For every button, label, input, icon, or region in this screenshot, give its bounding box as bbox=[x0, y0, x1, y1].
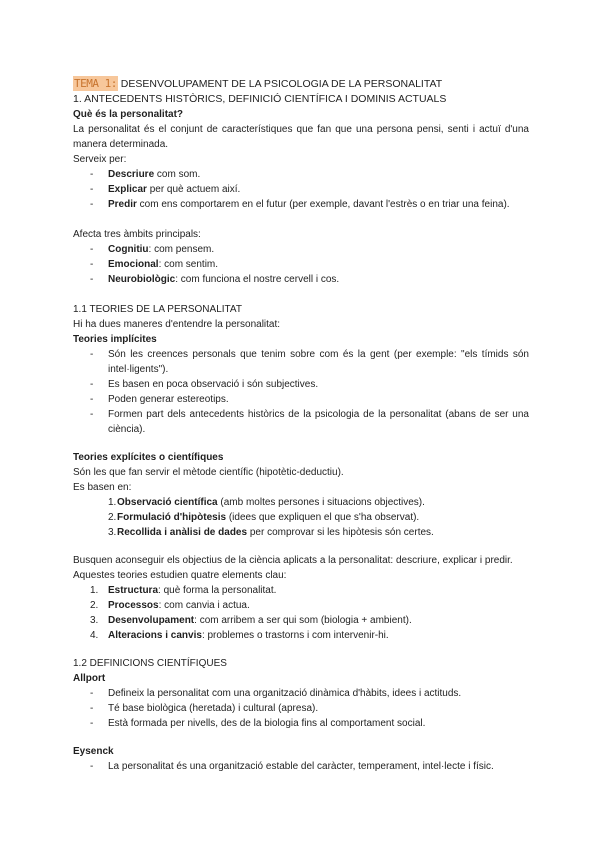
serveix-label: Serveix per: bbox=[73, 154, 127, 165]
section-1-2-heading: 1.2 DEFINICIONS CIENTÍFIQUES bbox=[73, 658, 227, 669]
eysenck-list bbox=[73, 759, 529, 774]
elements-label: Aquestes teories estudien quatre elements clau: bbox=[73, 570, 287, 581]
list-item: 4. Alteracions i canvis: problemes o trastorns i com intervenir-hi. bbox=[90, 630, 389, 641]
list-item: - Cognitiu: com pensem. bbox=[73, 242, 529, 257]
section-1-heading: 1. ANTECEDENTS HISTÒRICS, DEFINICIÓ CIENTÍFICA I DOMINIS ACTUALS bbox=[73, 93, 447, 105]
objectius-text: Busquen aconseguir els objectius de la ciència aplicats a la personalitat: descriure, explicar i predir. bbox=[73, 555, 513, 566]
allport-title: Allport bbox=[73, 673, 106, 684]
serveix-list bbox=[73, 167, 529, 212]
basen-list bbox=[73, 495, 529, 540]
list-item: 3. Recollida i anàlisi de dades per comprovar si les hipòtesis són certes. bbox=[108, 527, 434, 538]
list-item: 2. Formulació d'hipòtesis (idees que expliquen el que s'ha observat). bbox=[108, 512, 420, 523]
list-item: - Descriure com som. bbox=[73, 167, 529, 182]
list-item: 1. Observació científica (amb moltes persones i situacions objectives). bbox=[108, 497, 425, 508]
definition-paragraph: La personalitat és el conjunt de característiques que fan que una persona pensi, senti i actuï d'una manera determinada. bbox=[73, 124, 529, 150]
allport-list bbox=[73, 686, 529, 731]
list-item: 1. Estructura: què forma la personalitat. bbox=[90, 585, 277, 596]
list-item: - Neurobiològic: com funciona el nostre cervell i cos. bbox=[73, 272, 529, 287]
list-item: - Està formada per nivells, des de la biologia fins al comportament social. bbox=[73, 716, 529, 731]
section-1-1-heading: 1.1 TEORIES DE LA PERSONALITAT bbox=[73, 304, 242, 315]
afecta-list bbox=[73, 242, 529, 287]
list-item: - La personalitat és una organització estable del caràcter, temperament, intel·lecte i físic. bbox=[73, 759, 529, 774]
list-item: - Predir com ens comportarem en el futur (per exemple, davant l'estrès o en triar una feina). bbox=[73, 197, 529, 212]
list-item: - Es basen en poca observació i són subjectives. bbox=[73, 377, 529, 392]
elements-list bbox=[73, 583, 529, 643]
list-item: - Explicar per què actuem així. bbox=[73, 182, 529, 197]
title-text: DESENVOLUPAMENT DE LA PSICOLOGIA DE LA PERSONALITAT bbox=[120, 78, 443, 90]
document-page bbox=[73, 76, 529, 774]
list-item: - Són les creences personals que tenim sobre com és la gent (per exemple: "els tímids són intel·ligents"). bbox=[73, 347, 529, 377]
list-item: - Té base biològica (heretada) i cultural (apresa). bbox=[73, 701, 529, 716]
list-item: 3. Desenvolupament: com arribem a ser qui som (biologia + ambient). bbox=[90, 615, 412, 626]
list-item: - Poden generar estereotips. bbox=[73, 392, 529, 407]
basen-label: Es basen en: bbox=[73, 482, 132, 493]
implicit-list bbox=[73, 347, 529, 437]
list-item: 2. Processos: com canvia i actua. bbox=[90, 600, 250, 611]
document-title bbox=[73, 76, 529, 92]
list-item: - Formen part dels antecedents històrics de la psicologia de la personalitat (abans de ser una ciència). bbox=[73, 407, 529, 437]
intro-text: Hi ha dues maneres d'entendre la personalitat: bbox=[73, 319, 281, 330]
eysenck-title: Eysenck bbox=[73, 746, 114, 757]
tema-label: TEMA 1: bbox=[74, 77, 117, 90]
explicit-description: Són les que fan servir el mètode científic (hipotètic-deductiu). bbox=[73, 467, 344, 478]
implicit-title: Teories implícites bbox=[73, 334, 157, 345]
subheading-que-es: Què és la personalitat? bbox=[73, 109, 184, 120]
list-item: - Defineix la personalitat com una organització dinàmica d'hàbits, idees i actituds. bbox=[73, 686, 529, 701]
list-item: - Emocional: com sentim. bbox=[73, 257, 529, 272]
afecta-label: Afecta tres àmbits principals: bbox=[73, 229, 201, 240]
explicit-title: Teories explícites o científiques bbox=[73, 452, 224, 463]
